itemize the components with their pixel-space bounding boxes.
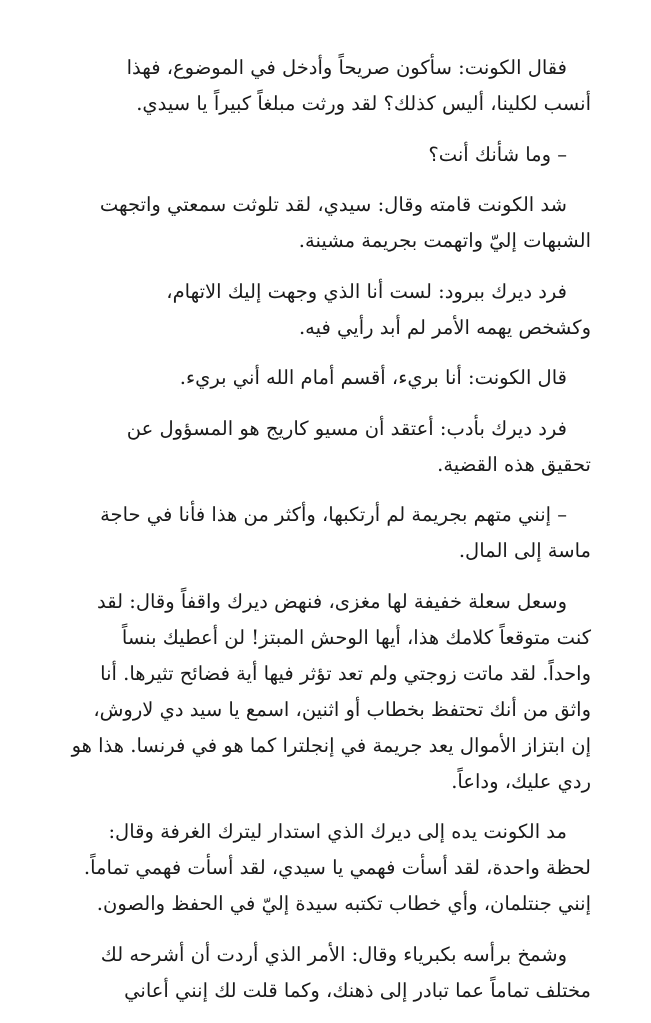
text-line: إنني جنتلمان، وأي خطاب تكتبه سيدة إليّ في الحفظ والصون.	[96, 892, 591, 915]
text-line: مد الكونت يده إلى ديرك الذي استدار ليترك الغرفة وقال:	[108, 820, 567, 843]
text-line: واحداً. لقد ماتت زوجتي ولم تعد تؤثر فيها أية فضائح تثيرها. أنا	[100, 661, 591, 685]
paragraph-9	[50, 814, 591, 922]
text-line: كنت متوقعاً كلامك هذا، أيها الوحش المبتز! لن أعطيك بنساً	[121, 625, 591, 649]
paragraph-8	[50, 584, 591, 800]
paragraph-2	[50, 137, 591, 173]
text-line: واثق من أنك تحتفظ بخطاب أو اثنين، اسمع يا سيد دي لاروش،	[93, 697, 591, 721]
text-line: مختلف تماماً عما تبادر إلى ذهنك، وكما قلت لك إنني أعاني	[124, 978, 591, 1002]
text-line: أنسب لكلينا، أليس كذلك؟ لقد ورثت مبلغاً كبيراً يا سيدي.	[136, 92, 591, 115]
paragraph-3	[50, 187, 591, 259]
paragraph-6	[50, 411, 591, 483]
paragraph-7	[50, 497, 591, 569]
text-line: وكشخص يهمه الأمر لم أبد رأيي فيه.	[298, 315, 591, 339]
text-line: فرد ديرك ببرود: لست أنا الذي وجهت إليك الاتهام،	[166, 279, 567, 303]
text-line: قال الكونت: أنا بريء، أقسم أمام الله أني بريء.	[179, 366, 567, 389]
paragraph-4	[50, 274, 591, 346]
text-line: ردي عليك، وداعاً.	[451, 769, 591, 793]
text-line: – وما شأنك أنت؟	[428, 142, 567, 166]
text-line: لحظة واحدة، لقد أسأت فهمي يا سيدي، لقد أسأت فهمي تماماً.	[83, 856, 591, 879]
text-line: تحقيق هذه القضية.	[437, 452, 591, 476]
text-line: فقال الكونت: سأكون صريحاً وأدخل في الموضوع، فهذا	[126, 56, 567, 79]
text-line: شد الكونت قامته وقال: سيدي، لقد تلوثت سمعتي واتجهت	[99, 193, 567, 216]
text-line: وشمخ برأسه بكبرياء وقال: الأمر الذي أردت أن أشرحه لك	[100, 942, 567, 966]
paragraph-10	[50, 937, 591, 1009]
text-line: إن ابتزاز الأموال يعد جريمة في إنجلترا كما هو في فرنسا. هذا هو	[71, 733, 591, 757]
text-line: وسعل سعلة خفيفة لها مغزى، فنهض ديرك واقفاً وقال: لقد	[97, 589, 567, 613]
paragraph-1	[50, 50, 591, 122]
text-line: فرد ديرك بأدب: أعتقد أن مسيو كاريج هو المسؤول عن	[126, 416, 567, 440]
text-line: ماسة إلى المال.	[458, 539, 591, 562]
book-page	[50, 50, 591, 1023]
text-line: الشبهات إليّ واتهمت بجريمة مشينة.	[298, 229, 591, 252]
text-line: – إنني متهم بجريمة لم أرتكبها، وأكثر من هذا فأنا في حاجة	[100, 503, 567, 526]
paragraph-5	[50, 360, 591, 396]
